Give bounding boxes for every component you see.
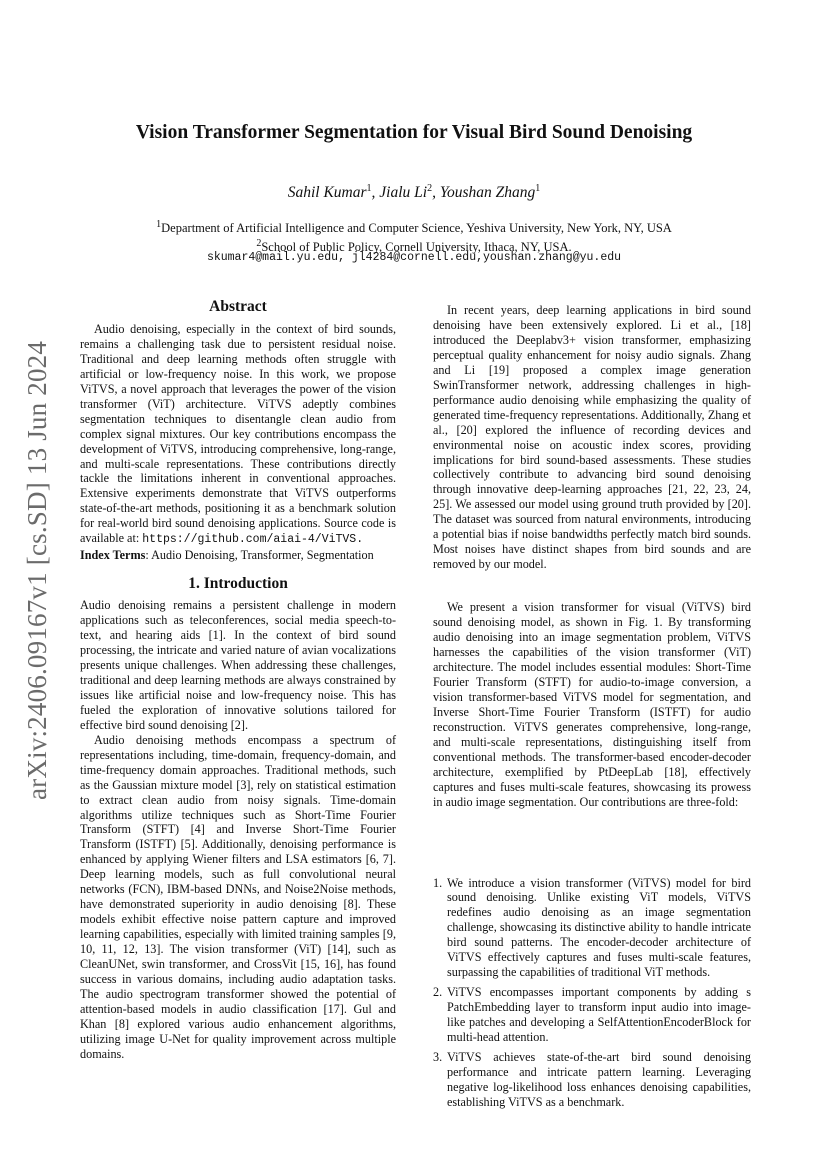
abstract-body <box>80 322 396 548</box>
left-column <box>80 300 396 1062</box>
index-terms-label: Index Terms <box>80 548 146 563</box>
list-item-text: ViTVS achieves state-of-the-art bird sound denoising performance and intricate pattern learning. Leveraging negative log-likelihood loss enhances denoising capabilities, establishing ViTVS as a benchmark. <box>447 1049 751 1109</box>
author-list: Sahil Kumar$^1$, Jialu Li$^2$, Youshan Zhang$^1$ <box>287 183 541 202</box>
author-name: Jialu Li <box>379 184 428 202</box>
intro-paragraph-1: Audio denoising remains a persistent challenge in modern applications such as teleconferences, social media speech-to-text, and hearing aids [1]. In the context of bird sound processing, the intricate and varied nature of avian vocalizations presents unique challenges. When addressing these challenges, traditional and deep learning methods are always constrained by issues like artificial noise and low-frequency noise. This has fueled the exploration of innovative solutions tailored for effective bird sound denoising [2]. <box>80 598 396 732</box>
affiliation-text: Department of Artificial Intelligence and Computer Science, Yeshiva University, New York, NY, USA <box>161 221 672 236</box>
abstract-heading: Abstract <box>209 298 267 315</box>
list-item <box>433 1050 751 1110</box>
author-emails: skumar4@mail.yu.edu, jl4284@cornell.edu,youshan.zhang@yu.edu <box>206 251 622 264</box>
arxiv-sidebar <box>22 340 56 834</box>
author-name: Sahil Kumar <box>287 184 367 202</box>
affiliations <box>90 217 738 255</box>
paper-title: Vision Transformer Segmentation for Visual Bird Sound Denoising <box>135 122 693 143</box>
list-item <box>433 876 751 981</box>
source-code-link[interactable]: https://github.com/aiai-4/ViTVS. <box>142 533 364 547</box>
affiliation-mark: 1 <box>156 219 162 230</box>
list-item <box>433 985 751 1045</box>
introduction-heading: 1. Introduction <box>188 575 288 593</box>
author-affiliation-mark: 1 <box>535 183 541 194</box>
affiliation-text: School of Public Policy, Cornell University, Ithaca, NY, USA. <box>261 240 572 255</box>
list-item-number: 2. <box>433 985 443 1000</box>
list-item-number: 3. <box>433 1049 443 1064</box>
author-affiliation-mark: 1 <box>366 183 372 194</box>
arxiv-identifier: arXiv:2406.09167v1 [cs.SD] 13 Jun 2024 <box>22 340 52 800</box>
list-item-text: We introduce a vision transformer (ViTVS) model for bird sound denoising. Unlike existing ViT models, ViTVS redefines audio denoising as an image segmentation challenge, showcasing its distinctive ability to handle intricate bird sound patterns. The encoder-decoder architecture of ViTVS effectively captures and fuses multi-scale features, surpassing the capabilities of traditional ViT methods. <box>447 875 751 980</box>
index-terms <box>80 548 396 563</box>
abstract-text: Audio denoising, especially in the context of bird sounds, remains a challenging task due to persistent residual noise. Traditional and deep learning methods often struggle with artificial or low-frequency noise. In this work, we propose ViTVS, a novel approach that leverages the power of the vision transformer (ViT) architecture. ViTVS adeptly combines segmentation techniques to disentangle clean audio from complex signal mixtures. Our key contributions encompass the development of ViTVS, introducing comprehensive, long-range, and multi-scale representations. These contributions directly tackle the limitations inherent in conventional approaches. Extensive experiments demonstrate that ViTVS outperforms state-of-the-art methods, positioning it as a benchmark solution for real-world bird sound denoising applications. Source code is available at: <box>80 321 396 546</box>
intro-paragraph-3: In recent years, deep learning applications in bird sound denoising have been extensively explored. Li et al., [18] introduced the Deeplabv3+ vision transformer, emphasizing perceptual quality enhancement for noisy audio signals. Zhang and Li [19] proposed a complex image generation SwinTransformer network, addressing challenges in high-performance audio denoising while emphasizing the quality of generated time-frequency representations. Additionally, Zhang et al., [20] explored the influence of recording devices and environmental noise on acoustic index scores, providing implications for bird sound-based assessments. These studies collectively contribute to advancing bird sound denoising through innovative deep-learning approaches [21, 22, 23, 24, 25]. We assessed our model using ground truth provided by [20]. The dataset was sourced from natural environments, introducing a potential bias if noise bandwidths perfectly match bird sounds. Most noises have distinct shapes from bird sounds and are removed by our model. <box>433 303 751 572</box>
right-column <box>433 303 751 1115</box>
author-name: Youshan Zhang <box>439 184 536 202</box>
list-item-number: 1. <box>433 875 443 890</box>
intro-paragraph-4: We present a vision transformer for visual (ViTVS) bird sound denoising model, as shown in Fig. 1. By transforming audio denoising into an image segmentation problem, ViTVS harnesses the capabilities of the vision transformer (ViT) architecture. The model includes essential modules: Short-Time Fourier Transform (STFT) for audio-to-image conversion, a vision transformer-based ViTVS model for segmentation, and Inverse Short-Time Fourier Transform (ISTFT) for audio reconstruction. ViTVS generates comprehensive, long-range, and multi-scale representations, distinguishing itself from conventional methods. The transformer-based encoder-decoder architecture, exemplified by PtDeepLab [18], effectively captures and fuses multi-scale features, showcasing its prowess in audio image segmentation. Our contributions are three-fold: <box>433 600 751 809</box>
affiliation-mark: 2 <box>256 238 262 250</box>
index-terms-text: : Audio Denoising, Transformer, Segmentation <box>145 548 374 563</box>
author-affiliation-mark: 2 <box>427 183 433 194</box>
intro-paragraph-2: Audio denoising methods encompass a spectrum of representations including, time-domain, frequency-domain, and time-frequency domain approaches. Traditional methods, such as the Gaussian mixture model [3], rely on statistical estimation to extract clean audio from noisy signals. Time-domain algorithms utilize techniques such as Short-Time Fourier Transform (STFT) [4] and Inverse Short-Time Fourier Transform (ISTFT) [5]. Additionally, denoising performance is enhanced by applying Wiener filters and LSA estimators [6, 7]. Deep learning models, such as full convolutional neural networks (FCN), IBM-based DNNs, and Noise2Noise methods, have demonstrated superiority in audio denoising [8]. These models exhibit effective noise pattern capture and improved learning capabilities, especially with limited training samples [9, 10, 11, 12, 13]. The vision transformer (ViT) [14], such as CleanUNet, swin transformer, and CrossVit [15, 16], has found success in various domains, including audio adaptation tasks. The audio spectrogram transformer showed the potential of attention-based models in audio classification [17]. Gul and Khan [8] explored various audio enhancement algorithms, utilizing image U-Net for quality improvement across multiple domains. <box>80 732 396 1061</box>
list-item-text: ViTVS encompasses important components by adding s PatchEmbedding layer to transform input audio into image-like patches and developing a SelfAttentionEncoderBlock for multi-head attention. <box>447 985 751 1045</box>
contributions-list <box>433 876 751 1110</box>
